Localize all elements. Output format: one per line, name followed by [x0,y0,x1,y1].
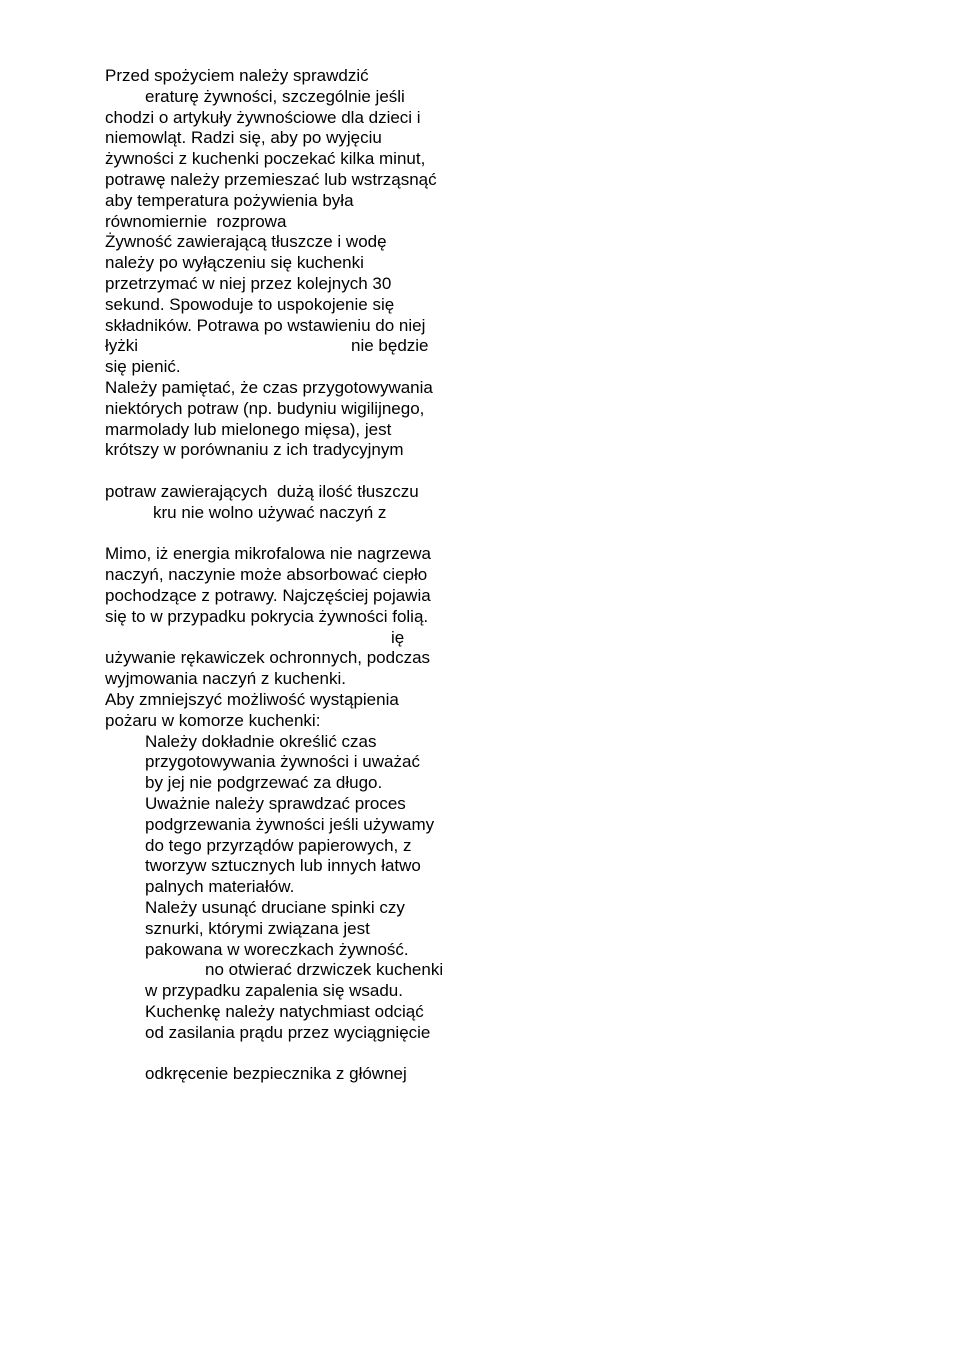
text-line: palnych materiałów. [145,877,295,897]
text-line: naczyń, naczynie może absorbować ciepło [105,565,428,585]
text-line: należy po wyłączeniu się kuchenki [105,253,364,273]
text-line: tworzyw sztucznych lub innych łatwo [145,856,421,876]
text-line: Żywność zawierającą tłuszcze i wodę [105,232,387,252]
text-line: chodzi o artykuły żywnościowe dla dzieci i [105,107,421,127]
text-line: marmolady lub mielonego mięsa), jest [105,419,392,439]
text-line: wyjmowania naczyń z kuchenki. [105,669,346,689]
text-line: używanie rękawiczek ochronnych, podczas [105,648,431,668]
text-line: niektórych potraw (np. budyniu wigilijnego, [105,398,425,418]
text-line: Należy dokładnie określić czas [145,731,377,751]
text-line: do tego przyrządów papierowych, z [145,835,412,855]
text-line: Należy pamiętać, że czas przygotowywania [105,378,433,397]
text-line: kru nie wolno używać naczyń z [153,502,387,522]
text-line: aby temperatura pożywienia była [105,190,354,210]
text-line: pochodzące z potrawy. Najczęściej pojawia [105,586,431,605]
text-line: Aby zmniejszyć możliwość wystąpienia [105,690,399,709]
text-line: się to w przypadku pokrycia żywności folią. [105,606,429,626]
text-line: się pienić. [105,357,181,377]
text-line: Mimo, iż energia mikrofalowa nie nagrzewa [105,544,431,564]
text-line: pożaru w komorze kuchenki: [105,710,321,730]
text-line: żywności z kuchenki poczekać kilka minut, [105,149,426,169]
text-line: potrawę należy przemieszać lub wstrząsnąć [105,170,437,189]
text-line: Przed spożyciem należy sprawdzić [105,66,369,85]
text-line: Uważnie należy sprawdzać proces [145,794,406,813]
text-line: pakowana w woreczkach żywność. [145,939,409,959]
text-line: no otwierać drzwiczek kuchenki [205,960,444,980]
text-line: Należy usunąć druciane spinki czy [145,898,405,917]
text-line: składników. Potrawa po wstawieniu do niej [105,315,426,335]
text-line: równomiernie rozprowa [105,211,287,231]
text-line: sznurki, którymi związana jest [145,918,370,938]
text-line: w przypadku zapalenia się wsadu. [145,981,403,1001]
text-line: krótszy w porównaniu z ich tradycyjnym [105,440,404,460]
text-line: przygotowywania żywności i uważać [145,752,420,772]
text-line: od zasilania prądu przez wyciągnięcie [145,1022,431,1042]
text-line: eraturę żywności, szczególnie jeśli [145,86,405,106]
text-line: sekund. Spowoduje to uspokojenie się [105,294,395,314]
text-line: przetrzymać w niej przez kolejnych 30 [105,274,392,293]
text-line: odkręcenie bezpiecznika z głównej [145,1064,407,1084]
text-line: Kuchenkę należy natychmiast odciąć [145,1002,424,1021]
text-line: podgrzewania żywności jeśli używamy [145,814,435,834]
text-line: nie będzie [351,336,429,356]
text-line: niemowląt. Radzi się, aby po wyjęciu [105,128,382,148]
text-line: łyżki [105,336,139,356]
text-line: ię [391,627,405,647]
text-line: potraw zawierających dużą ilość tłuszczu [105,482,419,501]
text-line: by jej nie podgrzewać za długo. [145,773,383,793]
